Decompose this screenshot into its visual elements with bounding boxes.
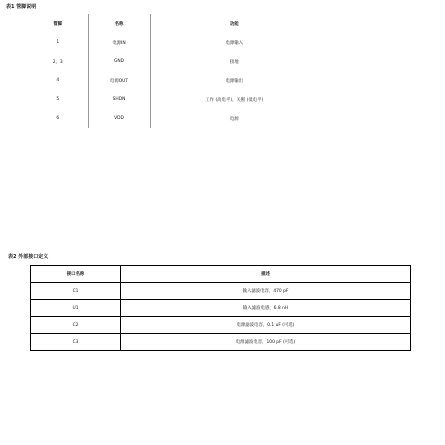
table-cell: 输入滤波电容，470 pF <box>121 283 411 300</box>
table-row <box>31 283 411 300</box>
table-cell: 1 <box>56 40 60 45</box>
table-row <box>28 52 318 71</box>
header-cell: 名称 <box>88 14 150 33</box>
pin-description-table <box>28 14 318 128</box>
table2-caption: 表2 外部接口定义 <box>8 254 49 260</box>
table-row <box>28 90 318 109</box>
table-cell: GND <box>88 52 150 71</box>
table-cell: SHDN <box>88 90 150 109</box>
header-cell: 描述 <box>121 266 411 283</box>
table-cell: 电源IN <box>88 33 150 52</box>
header-cell: 接口名称 <box>31 266 121 283</box>
table-row <box>28 109 318 128</box>
table-cell: 6 <box>56 116 60 121</box>
table-cell: 电源OUT <box>88 71 150 90</box>
table-cell: 接地 <box>229 59 239 65</box>
table-row <box>28 71 318 90</box>
table-header-row <box>31 266 411 283</box>
table-row <box>31 334 411 351</box>
table-row <box>28 33 318 52</box>
table-cell: 2、3 <box>52 59 63 65</box>
interface-definition-table <box>30 265 411 351</box>
table-cell: C3 <box>31 334 121 351</box>
table-cell: 电源 <box>229 116 239 122</box>
table-cell: VDD <box>88 109 150 128</box>
table-cell: 电源滤波电容，100 pF (可选) <box>121 334 411 351</box>
table-cell: C1 <box>31 283 121 300</box>
table-cell: C2 <box>31 317 121 334</box>
table-cell: 5 <box>56 97 60 102</box>
table-cell: 电源输入 <box>225 40 244 46</box>
table-cell: 输入滤波电感，6.8 nH <box>121 300 411 317</box>
header-cell: 管脚 <box>53 21 63 27</box>
table-cell: 4 <box>56 78 60 83</box>
table-row <box>31 317 411 334</box>
table-cell: U1 <box>31 300 121 317</box>
table-header-row <box>28 14 318 33</box>
header-cell: 功能 <box>229 21 239 27</box>
table-cell: 电源输出 <box>225 78 244 84</box>
table-cell: 电源滤波电容，0.1 uF (可选) <box>121 317 411 334</box>
table-cell: 工作 (高电平)、关断 (低电平) <box>205 97 264 103</box>
table-row <box>31 300 411 317</box>
table1-caption: 表1 管脚说明 <box>6 4 37 10</box>
